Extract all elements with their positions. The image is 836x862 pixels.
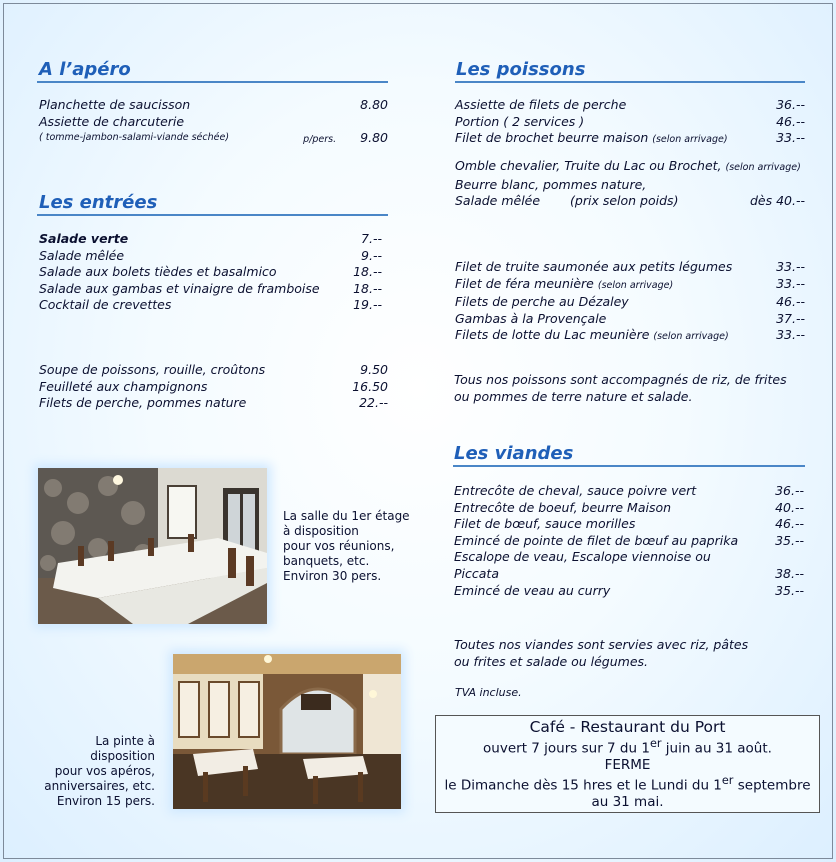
pinte-caption: La pinte à disposition pour vos apéros, anniversaires, etc. Environ 15 pers. <box>44 734 155 808</box>
viandes-list <box>454 483 804 599</box>
restaurant-name: Café - Restaurant du Port <box>529 718 726 736</box>
closed-label: FERME <box>604 756 651 773</box>
viandes-footnote: Toutes nos viandes sont servies avec riz, pâtes ou frites et salade ou légumes. <box>454 637 749 669</box>
menu-item: Salade mêlée 9.-- <box>39 247 382 263</box>
entrees-list-2 <box>39 362 388 412</box>
menu-item: Filets de lotte du Lac meunière (selon arrivage) 33.-- <box>455 327 805 343</box>
menu-item: Planchette de saucisson 8.80 <box>39 97 388 112</box>
menu-item: Entrecôte de cheval, sauce poivre vert 36.-- <box>454 483 804 498</box>
viandes-title: Les viandes <box>454 443 574 464</box>
apero-rule <box>37 81 388 83</box>
apero-list <box>39 97 388 149</box>
menu-item-note: ( tomme-jambon-salami-viande séchée) p/pers. 9.80 <box>39 130 388 146</box>
poissons-footnote: Tous nos poissons sont accompagnés de riz, de frites ou pommes de terre nature et salade. <box>454 372 787 404</box>
entrees-title: Les entrées <box>39 192 158 213</box>
menu-item: Feuilleté aux champignons 16.50 <box>39 378 388 394</box>
menu-item: Piccata 38.-- <box>454 565 804 581</box>
menu-item: Assiette de filets de perche 36.-- <box>455 97 805 112</box>
opening-hours-box <box>435 715 820 813</box>
closed-end: au 31 mai. <box>591 794 664 810</box>
menu-item: Soupe de poissons, rouille, croûtons 9.50 <box>39 362 388 377</box>
poissons-list <box>455 97 805 149</box>
menu-item: Gambas à la Provençale 37.-- <box>455 310 805 326</box>
menu-item: Emincé de pointe de filet de bœuf au paprika 35.-- <box>454 532 804 548</box>
menu-item: Cocktail de crevettes 19.-- <box>39 297 382 313</box>
entrees-list <box>39 231 382 314</box>
poissons-title: Les poissons <box>456 59 586 80</box>
menu-item: Escalope de veau, Escalope viennoise ou <box>454 549 711 565</box>
poissons-rule <box>455 81 805 83</box>
apero-title: A l’apéro <box>39 59 131 80</box>
menu-item: Salade aux gambas et vinaigre de framboise 18.-- <box>39 280 382 296</box>
closed-line: le Dimanche dès 15 hres et le Lundi du 1er septembre <box>444 774 811 794</box>
pinte-room-photo <box>173 654 401 809</box>
menu-item: Portion ( 2 services ) 46.-- <box>455 113 805 129</box>
viandes-rule <box>453 465 805 467</box>
entrees-rule <box>37 214 388 216</box>
menu-item: Filet de brochet beurre maison (selon arrivage) 33.-- <box>455 130 805 146</box>
upstairs-room-caption: La salle du 1er étage à disposition pour vos réunions, banquets, etc. Environ 30 pers. <box>283 509 410 583</box>
menu-item: Assiette de charcuterie <box>39 113 185 129</box>
menu-item: Entrecôte de boeuf, beurre Maison 40.-- <box>454 499 804 515</box>
poissons-list-2 <box>455 259 805 346</box>
menu-item: Salade aux bolets tièdes et basalmico 18.-- <box>39 264 382 280</box>
menu-item: Salade verte 7.-- <box>39 231 382 246</box>
menu-item: Filets de perche au Dézaley 46.-- <box>455 294 805 310</box>
menu-item: Filet de féra meunière (selon arrivage) 33.-- <box>455 275 805 291</box>
menu-item: Emincé de veau au curry 35.-- <box>454 582 804 598</box>
tva-note: TVA incluse. <box>455 686 522 699</box>
upstairs-room-photo <box>38 468 267 624</box>
menu-item: Filet de truite saumonée aux petits légumes 33.-- <box>455 259 805 274</box>
menu-item: Filets de perche, pommes nature 22.-- <box>39 395 388 411</box>
opening-line: ouvert 7 jours sur 7 du 1er juin au 31 août. <box>483 736 772 756</box>
menu-item: Filet de bœuf, sauce morilles 46.-- <box>454 516 804 532</box>
omble-item: Omble chevalier, Truite du Lac ou Brochet, (selon arrivage) Beurre blanc, pommes nature, Salade mêlée (prix selon poids) dès 40.-- <box>455 158 805 209</box>
